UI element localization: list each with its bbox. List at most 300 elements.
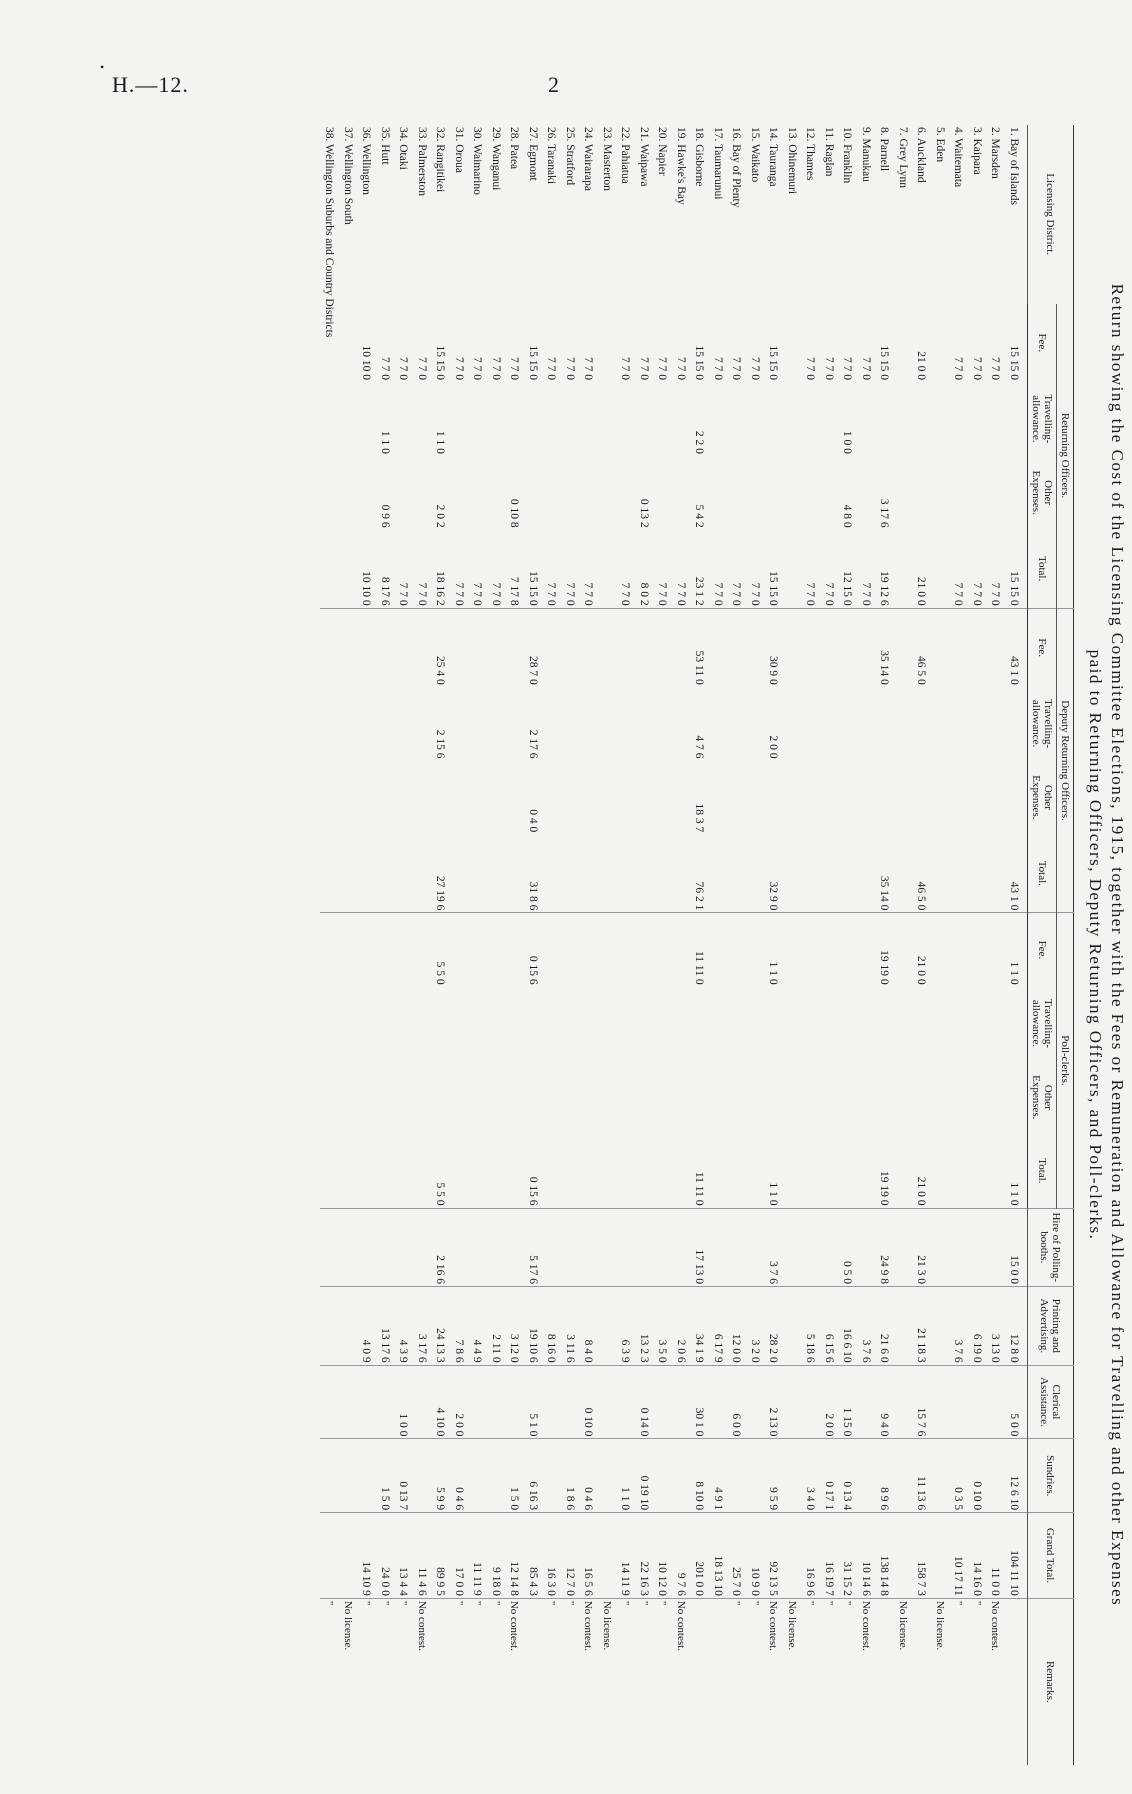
cell-sundries bbox=[653, 1439, 672, 1513]
cell-pc-total: 21 0 0 bbox=[915, 1176, 928, 1206]
cell-ro-other: 0 10 8 bbox=[508, 498, 521, 528]
cell-clerical bbox=[376, 1365, 395, 1439]
cell-ro-fee: 15 15 0 bbox=[434, 345, 447, 381]
cell-dro-total: 76 2 1 bbox=[693, 881, 706, 911]
cell-ro-total: 15 15 0 bbox=[526, 571, 539, 606]
cell-hire bbox=[579, 1208, 598, 1287]
cell-ro-travel bbox=[487, 382, 506, 456]
cell-printing: 21 18 3 bbox=[912, 1287, 931, 1366]
cell-clerical bbox=[561, 1365, 580, 1439]
cell-pc-other bbox=[727, 1060, 746, 1134]
cell-dro-total bbox=[709, 834, 728, 913]
cell-grand: 10 17 11 bbox=[949, 1513, 968, 1599]
cell-dro-fee: 30 9 0 bbox=[764, 608, 783, 687]
district-name: 20. Napier bbox=[656, 127, 669, 176]
table-row bbox=[875, 125, 894, 1765]
cell-pc-travel bbox=[894, 987, 913, 1061]
header-printing-advertising: Printing and Advertising. bbox=[1028, 1287, 1074, 1366]
cell-pc-total bbox=[598, 1134, 617, 1208]
cell-pc-other bbox=[468, 1060, 487, 1134]
cell-grand: 16 3 0 bbox=[542, 1513, 561, 1599]
cell-pc-total: 11 11 0 bbox=[693, 1171, 706, 1206]
cell-printing: 5 18 6 bbox=[801, 1287, 820, 1366]
table-row bbox=[783, 125, 802, 1765]
cell-dro-other bbox=[746, 760, 765, 834]
cell-dro-total: 32 9 0 bbox=[767, 881, 780, 911]
table-row bbox=[820, 125, 839, 1765]
cell-pc-fee bbox=[616, 913, 635, 987]
district-name: 31. Oroua bbox=[452, 127, 465, 173]
header-ro-total: Total. bbox=[1028, 530, 1057, 609]
cell-ro-other bbox=[413, 456, 432, 530]
cell-ro-other bbox=[820, 456, 839, 530]
table-row bbox=[801, 125, 820, 1765]
cell-dro-total bbox=[598, 834, 617, 913]
cell-pc-other bbox=[931, 1060, 950, 1134]
cell-printing: 6 3 9 bbox=[616, 1287, 635, 1366]
cell-remarks: No contest. bbox=[986, 1598, 1005, 1765]
cell-remarks: " bbox=[746, 1598, 765, 1765]
cell-pc-other bbox=[320, 1060, 339, 1134]
cell-dro-other bbox=[357, 760, 376, 834]
cell-dro-travel bbox=[709, 687, 728, 761]
district-name: 12. Thames bbox=[804, 127, 817, 181]
cell-dro-other bbox=[320, 760, 339, 834]
cell-remarks: " bbox=[376, 1598, 395, 1765]
cell-pc-other bbox=[1005, 1060, 1028, 1134]
cell-dro-fee bbox=[579, 608, 598, 687]
cell-dro-travel bbox=[672, 687, 691, 761]
cell-dro-travel bbox=[727, 687, 746, 761]
cell-dro-total bbox=[672, 834, 691, 913]
cell-dro-travel bbox=[931, 687, 950, 761]
cell-clerical bbox=[598, 1365, 617, 1439]
cell-dro-total bbox=[820, 834, 839, 913]
cell-dro-travel bbox=[357, 687, 376, 761]
cell-pc-travel bbox=[727, 987, 746, 1061]
cell-pc-fee bbox=[727, 913, 746, 987]
cell-dro-travel bbox=[542, 687, 561, 761]
cell-dro-travel bbox=[986, 687, 1005, 761]
cell-pc-fee bbox=[413, 913, 432, 987]
cell-pc-total bbox=[394, 1134, 413, 1208]
cell-sundries bbox=[339, 1439, 358, 1513]
cell-pc-fee bbox=[931, 913, 950, 987]
cell-printing: 7 8 6 bbox=[450, 1287, 469, 1366]
cell-grand: 92 13 5 bbox=[764, 1513, 783, 1599]
cell-pc-fee: 1 1 0 bbox=[1005, 913, 1028, 987]
district-name: 7. Grey Lynn bbox=[896, 127, 909, 189]
cell-pc-other bbox=[598, 1060, 617, 1134]
cell-ro-travel bbox=[857, 382, 876, 456]
cell-hire: 15 0 0 bbox=[1005, 1208, 1028, 1287]
cell-ro-total: 7 7 0 bbox=[674, 582, 687, 606]
district-name: 37. Wellington South bbox=[341, 127, 354, 225]
cell-pc-total bbox=[413, 1134, 432, 1208]
cell-ro-other bbox=[746, 456, 765, 530]
cell-dro-other bbox=[727, 760, 746, 834]
cell-printing: 16 6 10 bbox=[838, 1287, 857, 1366]
cell-sundries bbox=[468, 1439, 487, 1513]
cell-ro-travel bbox=[320, 382, 339, 456]
table-row bbox=[524, 125, 543, 1765]
cell-ro-other bbox=[598, 456, 617, 530]
cell-pc-travel bbox=[450, 987, 469, 1061]
cell-grand bbox=[320, 1513, 339, 1599]
cell-clerical bbox=[505, 1365, 524, 1439]
cell-pc-travel bbox=[672, 987, 691, 1061]
cell-dro-other bbox=[339, 760, 358, 834]
cell-ro-total: 7 7 0 bbox=[804, 582, 817, 606]
cell-dro-total bbox=[968, 834, 987, 913]
cell-dro-other bbox=[783, 760, 802, 834]
cell-ro-total: 7 7 0 bbox=[545, 582, 558, 606]
cell-ro-other bbox=[894, 456, 913, 530]
district-name: 28. Patea bbox=[508, 127, 521, 170]
cell-pc-total bbox=[450, 1134, 469, 1208]
cell-pc-fee bbox=[542, 913, 561, 987]
cell-printing: 2 11 0 bbox=[487, 1287, 506, 1366]
cell-pc-total bbox=[894, 1134, 913, 1208]
cell-clerical: 5 1 0 bbox=[524, 1365, 543, 1439]
cell-hire bbox=[986, 1208, 1005, 1287]
cell-dro-total bbox=[542, 834, 561, 913]
cell-ro-other bbox=[783, 456, 802, 530]
cell-pc-other bbox=[542, 1060, 561, 1134]
table-row bbox=[598, 125, 617, 1765]
cell-ro-fee: 7 7 0 bbox=[970, 357, 983, 381]
cell-ro-travel bbox=[1005, 382, 1028, 456]
table-row bbox=[727, 125, 746, 1765]
table-row bbox=[468, 125, 487, 1765]
cell-pc-travel bbox=[949, 987, 968, 1061]
cell-ro-total: 7 7 0 bbox=[471, 582, 484, 606]
cell-sundries: 0 4 6 bbox=[450, 1439, 469, 1513]
cell-hire: 5 17 6 bbox=[524, 1208, 543, 1287]
cell-ro-fee: 7 7 0 bbox=[841, 357, 854, 381]
cell-sundries bbox=[986, 1439, 1005, 1513]
cell-dro-travel: 2 0 0 bbox=[767, 735, 780, 759]
cell-dro-other bbox=[931, 760, 950, 834]
cell-pc-total bbox=[616, 1134, 635, 1208]
cell-printing: 13 17 6 bbox=[376, 1287, 395, 1366]
cell-pc-total bbox=[986, 1134, 1005, 1208]
cell-dro-total bbox=[986, 834, 1005, 913]
cell-printing: 6 17 9 bbox=[709, 1287, 728, 1366]
cell-ro-other bbox=[709, 456, 728, 530]
table-row bbox=[838, 125, 857, 1765]
cell-pc-fee bbox=[820, 913, 839, 987]
header-dro-other: Other Expenses. bbox=[1028, 760, 1057, 834]
cell-ro-other bbox=[579, 456, 598, 530]
cell-dro-other bbox=[986, 760, 1005, 834]
cell-hire bbox=[931, 1208, 950, 1287]
cell-sundries bbox=[931, 1439, 950, 1513]
cell-ro-other: 5 4 2 bbox=[693, 504, 706, 528]
cell-dro-total bbox=[505, 834, 524, 913]
cell-dro-total bbox=[339, 834, 358, 913]
cell-dro-fee: 35 14 0 bbox=[875, 608, 894, 687]
cell-ro-other bbox=[727, 456, 746, 530]
cell-grand: 16 9 6 bbox=[801, 1513, 820, 1599]
cell-sundries: 0 19 10 bbox=[635, 1439, 654, 1513]
cell-dro-other bbox=[764, 760, 783, 834]
cell-sundries bbox=[357, 1439, 376, 1513]
header-remarks: Remarks. bbox=[1028, 1598, 1074, 1765]
cell-dro-fee: 43 1 0 bbox=[1005, 608, 1028, 687]
header-dro-fee: Fee. bbox=[1028, 608, 1057, 687]
cell-clerical: 0 10 0 bbox=[579, 1365, 598, 1439]
cell-hire bbox=[653, 1208, 672, 1287]
cell-ro-other bbox=[857, 456, 876, 530]
cell-grand: 13 4 4 bbox=[394, 1513, 413, 1599]
cell-ro-other bbox=[357, 456, 376, 530]
cell-ro-travel: 1 1 0 bbox=[434, 430, 447, 454]
cell-dro-fee: 28 7 0 bbox=[524, 608, 543, 687]
cell-ro-travel bbox=[653, 382, 672, 456]
district-name: 24. Wairarapa bbox=[582, 127, 595, 191]
cell-hire bbox=[727, 1208, 746, 1287]
cell-hire: 21 3 0 bbox=[912, 1208, 931, 1287]
cell-ro-other bbox=[672, 456, 691, 530]
cell-pc-fee bbox=[505, 913, 524, 987]
district-name: 18. Gisborne bbox=[693, 127, 706, 187]
table-row bbox=[857, 125, 876, 1765]
cell-grand: 18 13 10 bbox=[709, 1513, 728, 1599]
cell-clerical bbox=[320, 1365, 339, 1439]
district-name: 10. Franklin bbox=[841, 127, 854, 184]
cell-clerical: 4 10 0 bbox=[431, 1365, 450, 1439]
cell-dro-total bbox=[838, 834, 857, 913]
district-name: 36. Wellington bbox=[360, 127, 373, 195]
cell-pc-travel bbox=[875, 987, 894, 1061]
cell-pc-travel bbox=[394, 987, 413, 1061]
cell-pc-fee bbox=[894, 913, 913, 987]
table-row bbox=[505, 125, 524, 1765]
cell-hire bbox=[561, 1208, 580, 1287]
cell-dro-fee bbox=[838, 608, 857, 687]
cell-ro-travel bbox=[339, 382, 358, 456]
cell-ro-travel bbox=[635, 382, 654, 456]
cell-pc-total bbox=[339, 1134, 358, 1208]
cell-clerical bbox=[616, 1365, 635, 1439]
cell-sundries bbox=[598, 1439, 617, 1513]
cell-grand: 11 0 0 bbox=[986, 1513, 1005, 1599]
cell-pc-other bbox=[635, 1060, 654, 1134]
table-row bbox=[561, 125, 580, 1765]
cell-hire: 0 5 0 bbox=[838, 1208, 857, 1287]
cell-hire bbox=[616, 1208, 635, 1287]
cell-ro-other bbox=[968, 456, 987, 530]
cell-dro-fee bbox=[820, 608, 839, 687]
cell-dro-fee bbox=[339, 608, 358, 687]
cell-pc-total bbox=[783, 1134, 802, 1208]
cell-dro-travel bbox=[746, 687, 765, 761]
cell-dro-other bbox=[894, 760, 913, 834]
district-name: 19. Hawke's Bay bbox=[674, 127, 687, 205]
cell-printing: 13 2 3 bbox=[635, 1287, 654, 1366]
cell-pc-fee: 5 5 0 bbox=[431, 913, 450, 987]
cell-dro-fee bbox=[598, 608, 617, 687]
cell-pc-fee bbox=[746, 913, 765, 987]
cell-printing bbox=[339, 1287, 358, 1366]
cell-clerical bbox=[894, 1365, 913, 1439]
cell-sundries: 0 13 7 bbox=[394, 1439, 413, 1513]
cell-ro-other bbox=[931, 456, 950, 530]
table-row bbox=[709, 125, 728, 1765]
cell-printing: 3 12 0 bbox=[505, 1287, 524, 1366]
cell-pc-travel bbox=[468, 987, 487, 1061]
cell-printing bbox=[783, 1287, 802, 1366]
cell-ro-fee: 7 7 0 bbox=[711, 357, 724, 381]
table-row bbox=[413, 125, 432, 1765]
cell-ro-other bbox=[487, 456, 506, 530]
cell-ro-fee: 7 7 0 bbox=[582, 357, 595, 381]
cell-dro-total bbox=[653, 834, 672, 913]
cell-clerical bbox=[672, 1365, 691, 1439]
cell-ro-fee: 7 7 0 bbox=[674, 357, 687, 381]
cell-pc-fee bbox=[487, 913, 506, 987]
cell-ro-total: 7 7 0 bbox=[397, 582, 410, 606]
cell-pc-total bbox=[672, 1134, 691, 1208]
cell-ro-travel bbox=[598, 382, 617, 456]
cell-ro-total: 21 0 0 bbox=[915, 576, 928, 606]
cell-dro-total bbox=[394, 834, 413, 913]
cell-printing: 3 5 0 bbox=[653, 1287, 672, 1366]
cell-sundries bbox=[783, 1439, 802, 1513]
cell-dro-travel bbox=[949, 687, 968, 761]
cell-pc-other bbox=[616, 1060, 635, 1134]
cell-ro-travel bbox=[820, 382, 839, 456]
cell-pc-other bbox=[357, 1060, 376, 1134]
cell-pc-fee bbox=[561, 913, 580, 987]
cell-sundries bbox=[542, 1439, 561, 1513]
cell-dro-travel bbox=[616, 687, 635, 761]
cell-dro-other bbox=[616, 760, 635, 834]
cell-ro-total: 15 15 0 bbox=[1007, 571, 1020, 606]
cell-printing: 28 2 0 bbox=[764, 1287, 783, 1366]
cell-pc-other bbox=[376, 1060, 395, 1134]
cell-ro-travel bbox=[616, 382, 635, 456]
header-pc-fee: Fee. bbox=[1028, 913, 1057, 987]
cell-pc-other bbox=[672, 1060, 691, 1134]
cell-dro-fee bbox=[376, 608, 395, 687]
cell-hire: 3 7 6 bbox=[764, 1208, 783, 1287]
table-row bbox=[894, 125, 913, 1765]
cell-printing: 3 7 6 bbox=[857, 1287, 876, 1366]
cell-grand: 158 7 3 bbox=[912, 1513, 931, 1599]
cell-dro-fee bbox=[394, 608, 413, 687]
header-ro-travel: Travelling-allowance. bbox=[1028, 382, 1057, 456]
cell-ro-other: 0 9 6 bbox=[378, 504, 391, 528]
table-row bbox=[487, 125, 506, 1765]
header-ro-fee: Fee. bbox=[1028, 304, 1057, 383]
cell-ro-total: 7 7 0 bbox=[730, 582, 743, 606]
cell-pc-fee bbox=[968, 913, 987, 987]
cell-ro-other bbox=[561, 456, 580, 530]
cell-dro-fee bbox=[931, 608, 950, 687]
cell-ro-travel bbox=[949, 382, 968, 456]
cell-dro-travel bbox=[561, 687, 580, 761]
cell-pc-total bbox=[487, 1134, 506, 1208]
cell-pc-total bbox=[949, 1134, 968, 1208]
cell-printing: 3 2 0 bbox=[746, 1287, 765, 1366]
cell-remarks: " bbox=[635, 1598, 654, 1765]
cell-clerical: 1 0 0 bbox=[394, 1365, 413, 1439]
cell-dro-other bbox=[1005, 760, 1028, 834]
cell-pc-travel bbox=[561, 987, 580, 1061]
cell-pc-fee bbox=[783, 913, 802, 987]
cell-sundries bbox=[320, 1439, 339, 1513]
cell-printing: 4 4 9 bbox=[468, 1287, 487, 1366]
document-reference: H.—12. bbox=[112, 72, 189, 97]
cell-dro-travel bbox=[394, 687, 413, 761]
table-row bbox=[764, 125, 783, 1765]
cell-dro-other bbox=[394, 760, 413, 834]
header-hire-polling-booths: Hire of Polling-booths. bbox=[1028, 1208, 1074, 1287]
cell-ro-other: 2 0 2 bbox=[434, 504, 447, 528]
cell-ro-fee: 7 7 0 bbox=[545, 357, 558, 381]
cell-dro-fee bbox=[320, 608, 339, 687]
cell-hire bbox=[598, 1208, 617, 1287]
cell-sundries: 0 13 4 bbox=[838, 1439, 857, 1513]
cell-remarks: No license. bbox=[931, 1598, 950, 1765]
cell-ro-travel bbox=[505, 382, 524, 456]
cell-ro-fee bbox=[783, 304, 802, 383]
cell-ro-fee: 7 7 0 bbox=[822, 357, 835, 381]
cell-sundries: 4 9 1 bbox=[709, 1439, 728, 1513]
cell-pc-travel bbox=[857, 987, 876, 1061]
cell-dro-total: 35 14 0 bbox=[878, 875, 891, 911]
cell-hire bbox=[487, 1208, 506, 1287]
cell-printing bbox=[894, 1287, 913, 1366]
cell-ro-other bbox=[320, 456, 339, 530]
cell-dro-other bbox=[450, 760, 469, 834]
cell-pc-other bbox=[487, 1060, 506, 1134]
cell-hire bbox=[450, 1208, 469, 1287]
cell-dro-travel: 4 7 6 bbox=[693, 735, 706, 759]
cell-pc-fee bbox=[838, 913, 857, 987]
cell-clerical bbox=[709, 1365, 728, 1439]
cell-remarks bbox=[431, 1598, 450, 1765]
district-name: 34. Otaki bbox=[397, 127, 410, 170]
cell-ro-other: 3 17 6 bbox=[878, 498, 891, 528]
cell-ro-total: 8 0 2 bbox=[637, 582, 650, 606]
cell-pc-other bbox=[561, 1060, 580, 1134]
cell-pc-fee bbox=[468, 913, 487, 987]
table-body bbox=[320, 125, 1028, 1765]
district-name: 3. Kaipara bbox=[970, 127, 983, 175]
cell-ro-fee: 7 7 0 bbox=[804, 357, 817, 381]
cell-hire bbox=[542, 1208, 561, 1287]
cell-dro-travel bbox=[820, 687, 839, 761]
district-name: 27. Egmont bbox=[526, 127, 539, 181]
cell-clerical bbox=[857, 1365, 876, 1439]
cell-remarks: " bbox=[616, 1598, 635, 1765]
cell-grand: 11 4 6 bbox=[413, 1513, 432, 1599]
cell-pc-travel bbox=[413, 987, 432, 1061]
cell-ro-total: 12 15 0 bbox=[841, 571, 854, 606]
cell-hire bbox=[413, 1208, 432, 1287]
cell-ro-fee: 7 7 0 bbox=[397, 357, 410, 381]
cell-ro-travel bbox=[764, 382, 783, 456]
cell-ro-total: 7 7 0 bbox=[989, 582, 1002, 606]
cell-dro-other bbox=[709, 760, 728, 834]
cell-dro-total: 46 5 0 bbox=[915, 881, 928, 911]
cell-dro-other bbox=[838, 760, 857, 834]
cell-pc-other bbox=[690, 1060, 709, 1134]
cell-clerical bbox=[339, 1365, 358, 1439]
